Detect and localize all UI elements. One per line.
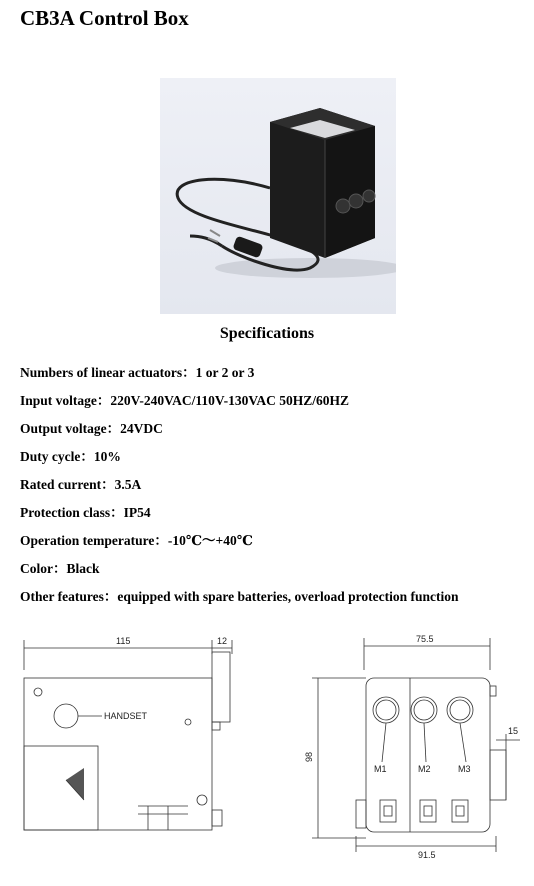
spec-label: Rated current：: [20, 477, 115, 492]
spec-input-voltage: [20, 389, 349, 409]
spec-color: [20, 557, 100, 577]
control-box-image: [160, 78, 396, 314]
spec-label: Output voltage：: [20, 421, 121, 436]
spec-actuators: [20, 361, 254, 381]
spec-label: Duty cycle：: [20, 449, 94, 464]
front-view-drawing: [300, 630, 526, 860]
spec-rated-current: [20, 473, 141, 493]
port-label-m1: M1: [374, 764, 387, 774]
specifications-heading: Specifications: [219, 325, 315, 342]
spec-label: Input voltage：: [20, 393, 111, 408]
spec-protection-class: [20, 501, 151, 521]
spec-value: 220V-240VAC/110V-130VAC 50HZ/60HZ: [110, 393, 350, 408]
spec-duty-cycle: [20, 445, 121, 465]
spec-label: Other features：: [20, 589, 118, 604]
dim-height-label: 98: [304, 751, 314, 762]
port-label-m2: M2: [418, 764, 431, 774]
spec-value: 1 or 2 or 3: [195, 365, 255, 380]
spec-value: -10℃～+40℃: [167, 533, 253, 548]
dim-bottom-label: 91.5: [418, 850, 436, 860]
handset-label: HANDSET: [104, 711, 148, 721]
port-label-m3: M3: [458, 764, 471, 774]
spec-output-voltage: [20, 417, 163, 437]
spec-label: Color：: [20, 561, 67, 576]
spec-value: Black: [66, 561, 100, 576]
spec-other-features: [20, 585, 459, 605]
dim-width-label: 75.5: [416, 634, 434, 644]
product-photo: [160, 78, 396, 314]
dim-side-label: 12: [217, 636, 228, 646]
spec-label: Operation temperature：: [20, 533, 168, 548]
spec-label: Numbers of linear actuators：: [20, 365, 196, 380]
side-view-drawing: [18, 630, 246, 850]
dim-side-label: 15: [508, 726, 519, 736]
spec-value: 10%: [93, 449, 121, 464]
spec-value: 3.5A: [114, 477, 142, 492]
spec-operation-temperature: [20, 529, 253, 549]
spec-value: equipped with spare batteries, overload protection function: [117, 589, 459, 604]
spec-label: Protection class：: [20, 505, 124, 520]
spec-value: 24VDC: [120, 421, 163, 436]
spec-value: IP54: [123, 505, 151, 520]
dim-width-label: 115: [116, 636, 131, 646]
page-title: CB3A Control Box: [20, 6, 189, 30]
